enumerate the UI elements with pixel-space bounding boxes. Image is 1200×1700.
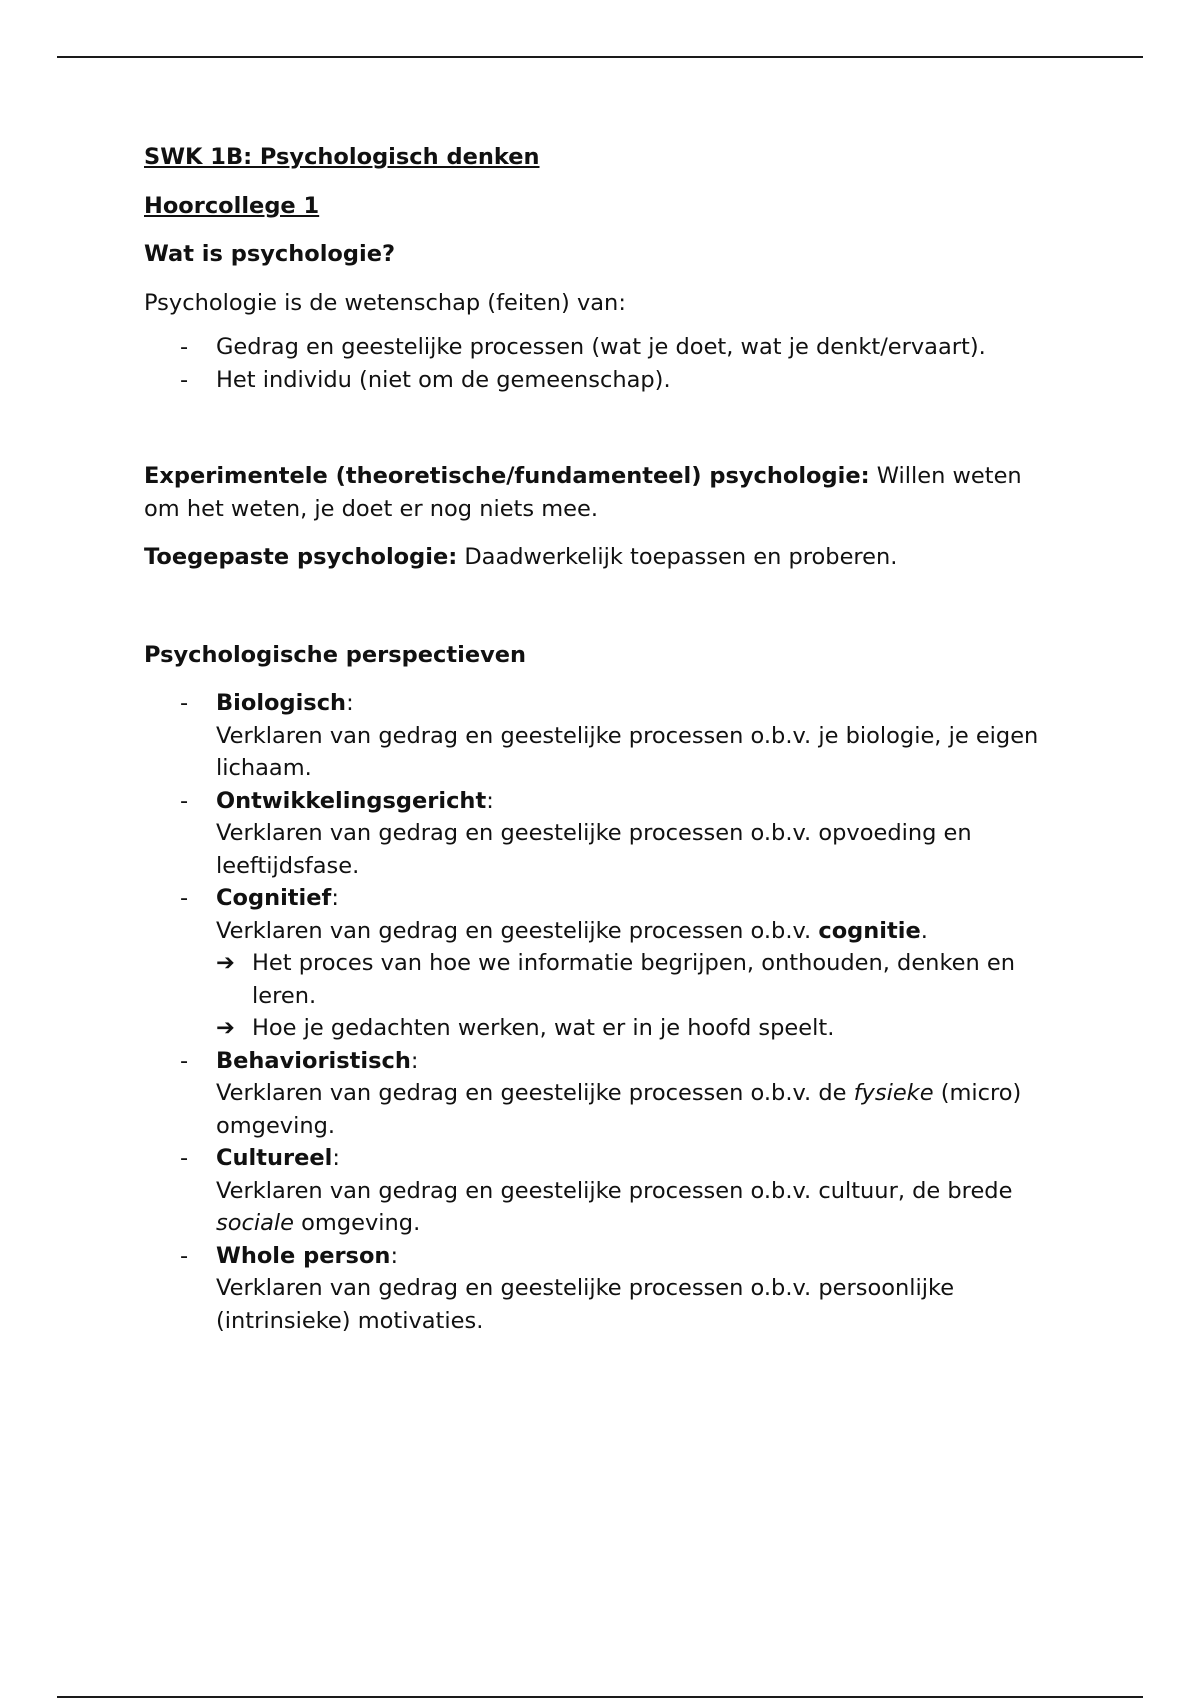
experimental-psychology-paragraph: [144, 460, 1064, 525]
intro-paragraph: Psychologie is de wetenschap (feiten) van:: [144, 289, 626, 316]
arrow-right-icon: ➔: [216, 950, 235, 976]
dash-bullet: -: [180, 1145, 189, 1171]
description-italic-term: sociale: [216, 1210, 294, 1236]
dash-bullet: -: [180, 1242, 189, 1269]
experimental-term: Experimentele (theoretische/fundamenteel) psychologie:: [144, 463, 870, 489]
perspective-name: Cultureel: [216, 1145, 333, 1171]
dash-bullet: -: [180, 690, 189, 716]
perspective-name: Cognitief: [216, 885, 332, 911]
colon: :: [346, 690, 354, 716]
description-text: Verklaren van gedrag en geestelijke processen o.b.v. de: [216, 1080, 854, 1106]
perspective-description: [216, 915, 1064, 948]
bottom-rule: [57, 1696, 1143, 1698]
description-text: Verklaren van gedrag en geestelijke processen o.b.v.: [216, 917, 819, 944]
list-item: [144, 364, 1064, 397]
perspective-item-behavioristisch: [144, 1045, 1064, 1143]
perspective-item-ontwikkelingsgericht: [144, 785, 1064, 883]
dash-bullet: -: [180, 1047, 189, 1074]
colon: :: [390, 1242, 399, 1269]
arrow-right-icon: ➔: [216, 1015, 235, 1041]
perspective-item-cultureel: [144, 1142, 1064, 1240]
sub-list-item: [216, 1012, 1064, 1045]
colon: :: [486, 787, 494, 814]
applied-term: Toegepaste psychologie:: [144, 544, 458, 570]
list-item: [144, 331, 1064, 364]
description-italic-term: fysieke: [853, 1080, 934, 1106]
dash-bullet: -: [180, 787, 189, 814]
sub-list-item: [216, 947, 1064, 1012]
perspective-description: [216, 1077, 1064, 1142]
colon: :: [331, 885, 339, 911]
sub-list-item-text: Hoe je gedachten werken, wat er in je hoofd speelt.: [252, 1015, 835, 1041]
experimental-text: Willen weten om het weten, je doet er nog niets mee.: [144, 463, 1022, 522]
dash-bullet: -: [180, 366, 189, 393]
document-title: SWK 1B: Psychologisch denken: [144, 144, 540, 170]
applied-psychology-paragraph: [144, 541, 1064, 574]
sub-list-item-text: Het proces van hoe we informatie begrijpen, onthouden, denken en leren.: [252, 950, 1016, 1009]
perspective-name: Biologisch: [216, 690, 347, 716]
section-heading-perspectives: Psychologische perspectieven: [144, 641, 527, 668]
perspective-name: Ontwikkelingsgericht: [216, 787, 487, 814]
perspective-description: [216, 1175, 1064, 1240]
dash-bullet: -: [180, 334, 189, 360]
perspective-name: Behavioristisch: [216, 1047, 411, 1074]
applied-text: Daadwerkelijk toepassen en proberen.: [457, 544, 898, 570]
perspective-description: Verklaren van gedrag en geestelijke processen o.b.v. opvoeding en leeftijdsfase.: [216, 820, 972, 879]
dash-bullet: -: [180, 885, 189, 911]
description-text-end: (micro) omgeving.: [216, 1080, 1022, 1139]
description-bold-term: cognitie: [818, 917, 921, 944]
list-item-text: Gedrag en geestelijke processen (wat je doet, wat je denkt/ervaart).: [216, 334, 986, 360]
description-text-end: .: [920, 917, 928, 944]
definition-list: [144, 331, 1064, 396]
perspective-item-whole-person: [144, 1240, 1064, 1338]
cognitief-sublist: [216, 947, 1064, 1045]
description-text: Verklaren van gedrag en geestelijke processen o.b.v. cultuur, de brede: [216, 1177, 1013, 1204]
perspective-item-cognitief: [144, 882, 1064, 1045]
perspective-description: Verklaren van gedrag en geestelijke processen o.b.v. persoonlijke (intrinsieke) motivaties.: [216, 1275, 955, 1334]
perspective-description: Verklaren van gedrag en geestelijke processen o.b.v. je biologie, je eigen lichaam.: [216, 722, 1039, 781]
colon: :: [410, 1047, 419, 1074]
perspective-item-biologisch: [144, 687, 1064, 785]
perspectives-list: [144, 687, 1064, 1337]
top-rule: [57, 56, 1143, 58]
lecture-title: Hoorcollege 1: [144, 192, 320, 219]
list-item-text: Het individu (niet om de gemeenschap).: [216, 366, 671, 393]
section-heading-what-is-psychology: Wat is psychologie?: [144, 241, 396, 267]
colon: :: [332, 1145, 340, 1171]
document-body: [144, 141, 1064, 1337]
perspective-name: Whole person: [216, 1242, 391, 1269]
description-text-end: omgeving.: [294, 1210, 421, 1236]
